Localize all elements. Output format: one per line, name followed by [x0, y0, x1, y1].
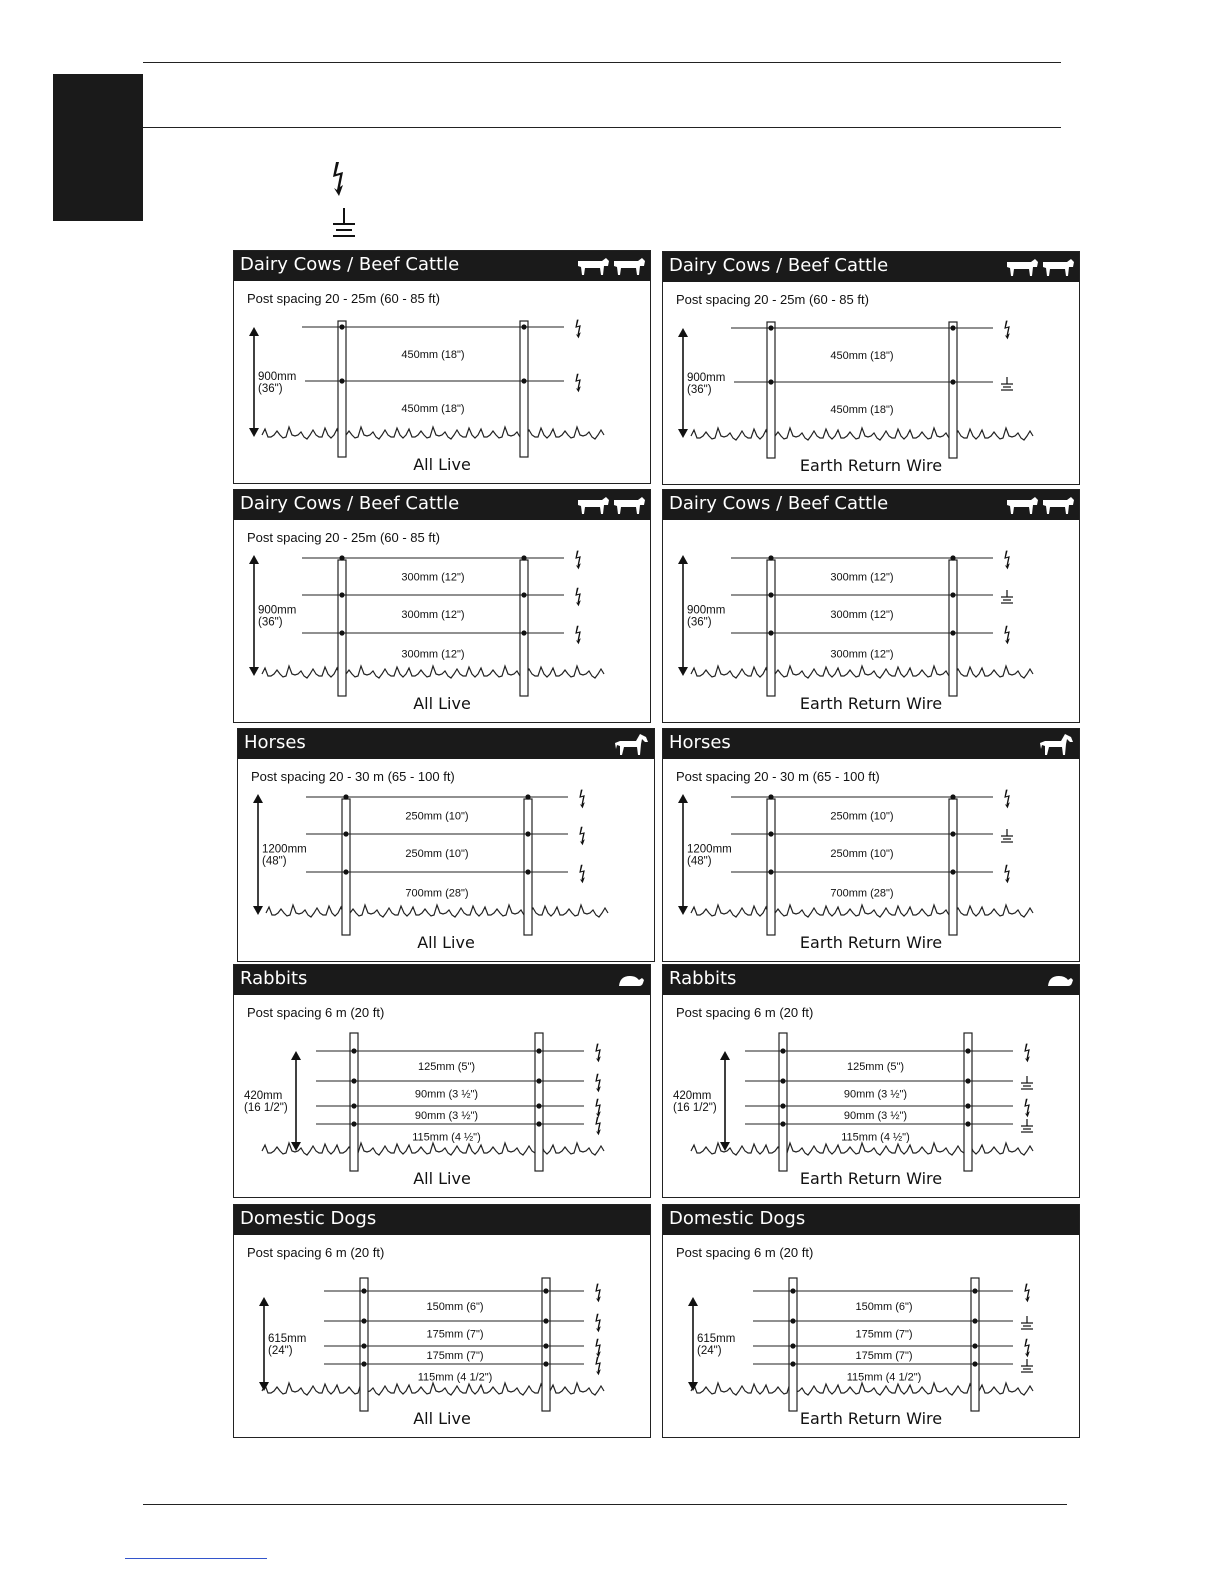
fence-diagram — [234, 995, 650, 1197]
wire-gap-label: 250mm (10") — [405, 810, 469, 823]
ground-line — [262, 1383, 604, 1395]
lightning-bolt-icon — [595, 1357, 601, 1376]
fence-panel — [662, 1204, 1080, 1438]
lightning-bolt-icon — [328, 160, 350, 198]
panel-header — [663, 1205, 1079, 1235]
wire-insulator — [536, 1103, 541, 1108]
wire-gap-label: 700mm (28") — [405, 887, 469, 900]
height-label-imperial: (48") — [262, 855, 287, 868]
height-label-imperial: (36") — [258, 616, 283, 629]
wire-gap-label: 90mm (3 ½") — [843, 1088, 908, 1101]
wire-insulator — [950, 630, 955, 635]
configuration-caption: Earth Return Wire — [799, 933, 943, 952]
wire-insulator — [543, 1343, 548, 1348]
lightning-bolt-icon — [595, 1099, 601, 1118]
wire-gap-label: 300mm (12") — [401, 648, 465, 661]
wire-gap-label: 175mm (7") — [426, 1328, 484, 1341]
fence-diagram — [234, 520, 650, 722]
post-spacing-label: Post spacing 6 m (20 ft) — [247, 1245, 385, 1260]
height-label: 1200mm — [262, 843, 307, 856]
wire-gap-label: 300mm (12") — [401, 571, 465, 584]
earth-ground-icon — [1021, 1316, 1033, 1329]
panel-title: Dairy Cows / Beef Cattle — [240, 493, 460, 514]
wire-insulator — [521, 378, 526, 383]
ground-line — [691, 1383, 1033, 1395]
height-label-imperial: (36") — [687, 384, 712, 396]
earth-ground-icon — [1001, 590, 1013, 603]
wire-insulator — [972, 1343, 977, 1348]
wire-insulator — [972, 1361, 977, 1366]
panel-header — [663, 965, 1079, 995]
wire-gap-label: 125mm (5") — [846, 1061, 905, 1073]
configuration-caption: Earth Return Wire — [799, 1409, 943, 1428]
arrow-head-down — [253, 906, 263, 915]
lightning-bolt-icon — [595, 1117, 601, 1136]
wire-insulator — [965, 1103, 970, 1108]
fence-post — [767, 799, 775, 935]
wire-insulator — [950, 379, 955, 384]
configuration-caption: All Live — [413, 1409, 471, 1428]
height-label-imperial: (24") — [268, 1345, 293, 1357]
wire-gap-label: 150mm (6") — [855, 1301, 913, 1313]
wire-insulator — [768, 592, 773, 597]
cattle-icon — [1005, 494, 1075, 516]
wire-insulator — [950, 592, 955, 597]
section-tab — [53, 74, 143, 221]
footer-link-underline — [125, 1558, 267, 1559]
arrow-head-up — [688, 1297, 698, 1306]
wire-gap-label: 115mm (4 ½") — [841, 1131, 910, 1144]
panel-title: Rabbits — [240, 968, 308, 989]
wire-insulator — [768, 794, 773, 799]
post-spacing-label: Post spacing 20 - 25m (60 - 85 ft) — [676, 292, 869, 307]
wire-insulator — [780, 1048, 785, 1053]
arrow-head-up — [720, 1051, 730, 1060]
fence-post — [342, 799, 350, 935]
fence-post — [520, 560, 528, 696]
arrow-head-down — [249, 428, 259, 437]
panel-title: Domestic Dogs — [669, 1208, 806, 1229]
arrow-head-up — [259, 1297, 269, 1306]
wire-gap-label: 115mm (4 1/2") — [417, 1371, 493, 1384]
wire-gap-label: 300mm (12") — [830, 571, 894, 584]
lightning-bolt-icon — [1024, 1339, 1030, 1358]
ground-line — [691, 428, 1033, 440]
lightning-bolt-icon — [1004, 321, 1010, 340]
fence-panel — [233, 489, 651, 723]
wire-insulator — [361, 1288, 366, 1293]
height-label-imperial: (16 1/2") — [244, 1102, 288, 1114]
configuration-caption: Earth Return Wire — [799, 1169, 943, 1188]
arrow-head-up — [249, 555, 259, 564]
wire-gap-label: 450mm (18") — [401, 349, 465, 361]
panel-header — [234, 251, 650, 281]
height-label-imperial: (16 1/2") — [673, 1102, 717, 1114]
lightning-bolt-icon — [579, 790, 585, 809]
wire-insulator — [339, 555, 344, 560]
wire-insulator — [790, 1318, 795, 1323]
wire-insulator — [525, 794, 530, 799]
animal-icons — [1005, 494, 1075, 516]
fence-post — [520, 321, 528, 457]
cattle-icon — [576, 255, 646, 277]
wire-gap-label: 115mm (4 1/2") — [846, 1371, 922, 1384]
height-label: 900mm — [258, 371, 297, 383]
panel-header — [234, 490, 650, 520]
horse-icon — [1039, 733, 1075, 757]
fence-post — [949, 560, 957, 696]
height-label-imperial: (36") — [258, 383, 283, 395]
fence-diagram — [663, 1235, 1079, 1437]
wire-insulator — [339, 324, 344, 329]
ground-line — [691, 905, 1033, 917]
fence-post — [779, 1033, 787, 1171]
wire-insulator — [780, 1078, 785, 1083]
fence-diagram — [663, 520, 1079, 722]
fence-post — [767, 322, 775, 458]
wire-insulator — [768, 831, 773, 836]
animal-icons — [576, 494, 646, 516]
wire-insulator — [543, 1288, 548, 1293]
height-label: 900mm — [258, 604, 297, 617]
post-spacing-label: Post spacing 20 - 25m (60 - 85 ft) — [247, 530, 440, 545]
post-spacing-label: Post spacing 6 m (20 ft) — [676, 1245, 814, 1260]
wire-gap-label: 450mm (18") — [830, 404, 894, 416]
footer-rule — [143, 1504, 1067, 1505]
wire-insulator — [768, 325, 773, 330]
lightning-bolt-icon — [595, 1339, 601, 1358]
animal-icons — [614, 733, 650, 755]
arrow-head-down — [259, 1382, 269, 1391]
arrow-head-down — [688, 1382, 698, 1391]
lightning-bolt-icon — [575, 374, 581, 393]
fence-post — [524, 799, 532, 935]
wire-insulator — [339, 378, 344, 383]
arrow-head-down — [678, 906, 688, 915]
wire-insulator — [351, 1103, 356, 1108]
lightning-bolt-icon — [595, 1074, 601, 1093]
lightning-bolt-icon — [575, 320, 581, 339]
fence-panel — [233, 250, 651, 484]
wire-gap-label: 175mm (7") — [855, 1328, 913, 1341]
wire-insulator — [950, 325, 955, 330]
wire-gap-label: 175mm (7") — [426, 1350, 484, 1362]
panel-title: Dairy Cows / Beef Cattle — [240, 254, 460, 275]
ground-line — [262, 427, 604, 439]
wire-insulator — [343, 869, 348, 874]
cattle-icon — [1005, 256, 1075, 278]
wire-gap-label: 700mm (28") — [830, 887, 894, 900]
wire-insulator — [972, 1288, 977, 1293]
animal-icons — [1045, 969, 1075, 991]
wire-insulator — [536, 1048, 541, 1053]
wire-insulator — [543, 1361, 548, 1366]
fence-diagram — [238, 759, 654, 961]
wire-gap-label: 250mm (10") — [405, 848, 469, 860]
wire-gap-label: 90mm (3 ½") — [414, 1088, 479, 1101]
ground-line — [266, 905, 608, 917]
wire-insulator — [790, 1288, 795, 1293]
wire-insulator — [351, 1121, 356, 1126]
wire-gap-label: 450mm (18") — [401, 403, 465, 415]
fence-post — [350, 1033, 358, 1171]
panel-title: Domestic Dogs — [240, 1208, 377, 1229]
panel-title: Dairy Cows / Beef Cattle — [669, 255, 889, 276]
fence-post — [767, 560, 775, 696]
wire-insulator — [768, 379, 773, 384]
height-label: 900mm — [687, 604, 726, 617]
height-label: 615mm — [697, 1333, 736, 1345]
ground-line — [262, 1143, 604, 1155]
wire-gap-label: 300mm (12") — [830, 648, 894, 661]
lightning-bolt-icon — [595, 1044, 601, 1063]
wire-insulator — [790, 1361, 795, 1366]
wire-insulator — [521, 592, 526, 597]
wire-insulator — [339, 630, 344, 635]
earth-ground-icon — [1021, 1119, 1033, 1132]
panel-title: Dairy Cows / Beef Cattle — [669, 493, 889, 514]
post-spacing-label: Post spacing 20 - 30 m (65 - 100 ft) — [251, 769, 455, 784]
wire-insulator — [790, 1343, 795, 1348]
panel-header — [234, 965, 650, 995]
height-label: 420mm — [244, 1090, 283, 1102]
fence-panel — [237, 728, 655, 962]
arrow-head-up — [249, 327, 259, 336]
wire-insulator — [536, 1121, 541, 1126]
lightning-bolt-icon — [579, 827, 585, 846]
wire-insulator — [351, 1078, 356, 1083]
wire-insulator — [965, 1121, 970, 1126]
wire-insulator — [768, 869, 773, 874]
arrow-head-up — [291, 1051, 301, 1060]
wire-insulator — [950, 794, 955, 799]
wire-insulator — [361, 1361, 366, 1366]
wire-gap-label: 175mm (7") — [855, 1350, 913, 1362]
panel-title: Rabbits — [669, 968, 737, 989]
wire-insulator — [361, 1318, 366, 1323]
wire-insulator — [768, 555, 773, 560]
animal-icons — [1039, 733, 1075, 755]
top-rule — [143, 62, 1061, 63]
wire-gap-label: 300mm (12") — [401, 609, 465, 621]
wire-insulator — [525, 869, 530, 874]
configuration-caption: All Live — [413, 1169, 471, 1188]
wire-insulator — [950, 869, 955, 874]
arrow-head-down — [249, 667, 259, 676]
wire-insulator — [525, 831, 530, 836]
height-label: 615mm — [268, 1333, 307, 1345]
panel-header — [238, 729, 654, 759]
fence-diagram — [234, 1235, 650, 1437]
arrow-head-up — [678, 555, 688, 564]
lightning-bolt-icon — [595, 1314, 601, 1333]
lightning-bolt-icon — [1004, 865, 1010, 884]
panel-header — [663, 490, 1079, 520]
height-label: 1200mm — [687, 843, 732, 856]
wire-insulator — [972, 1318, 977, 1323]
arrow-head-up — [253, 794, 263, 803]
wire-insulator — [339, 592, 344, 597]
configuration-caption: All Live — [417, 933, 475, 952]
animal-icons — [1005, 256, 1075, 278]
wire-insulator — [965, 1078, 970, 1083]
lightning-bolt-icon — [1024, 1099, 1030, 1118]
arrow-head-down — [678, 429, 688, 438]
wire-gap-label: 90mm (3 ½") — [843, 1110, 908, 1122]
fence-diagram — [234, 281, 650, 483]
lightning-bolt-icon — [1004, 790, 1010, 809]
height-label: 420mm — [673, 1090, 712, 1102]
header-rule — [143, 127, 1061, 128]
post-spacing-label: Post spacing 20 - 25m (60 - 85 ft) — [247, 291, 440, 306]
ground-line — [691, 1143, 1033, 1155]
height-label: 900mm — [687, 372, 726, 384]
wire-gap-label: 250mm (10") — [830, 810, 894, 823]
post-spacing-label: Post spacing 6 m (20 ft) — [676, 1005, 814, 1020]
lightning-bolt-icon — [575, 588, 581, 607]
wire-insulator — [780, 1121, 785, 1126]
fence-post — [949, 322, 957, 458]
fence-panel — [662, 728, 1080, 962]
configuration-caption: Earth Return Wire — [799, 456, 943, 475]
fence-panel — [662, 964, 1080, 1198]
wire-gap-label: 450mm (18") — [830, 350, 894, 362]
earth-ground-icon — [1001, 829, 1013, 842]
arrow-head-up — [678, 328, 688, 337]
wire-insulator — [351, 1048, 356, 1053]
panel-header — [234, 1205, 650, 1235]
wire-insulator — [768, 630, 773, 635]
fence-post — [535, 1033, 543, 1171]
lightning-bolt-icon — [1004, 551, 1010, 570]
earth-ground-icon — [1021, 1359, 1033, 1372]
lightning-bolt-icon — [1004, 626, 1010, 645]
fence-panel — [233, 964, 651, 1198]
post-spacing-label: Post spacing 6 m (20 ft) — [247, 1005, 385, 1020]
fence-diagram — [663, 759, 1079, 961]
ground-line — [691, 666, 1033, 678]
fence-post — [338, 321, 346, 457]
rabbit-icon — [1045, 969, 1075, 989]
lightning-bolt-icon — [1024, 1284, 1030, 1303]
wire-insulator — [950, 555, 955, 560]
wire-insulator — [780, 1103, 785, 1108]
wire-insulator — [965, 1048, 970, 1053]
wire-insulator — [343, 794, 348, 799]
lightning-bolt-icon — [579, 865, 585, 884]
ground-line — [262, 666, 604, 678]
cattle-icon — [576, 494, 646, 516]
panel-header — [663, 252, 1079, 282]
arrow-head-down — [678, 667, 688, 676]
fence-panel — [233, 1204, 651, 1438]
wire-gap-label: 250mm (10") — [830, 848, 894, 860]
animal-icons — [576, 255, 646, 277]
earth-ground-icon — [330, 206, 358, 242]
wire-insulator — [521, 630, 526, 635]
wire-insulator — [536, 1078, 541, 1083]
post-spacing-label: Post spacing 20 - 30 m (65 - 100 ft) — [676, 769, 880, 784]
height-label-imperial: (24") — [697, 1345, 722, 1357]
wire-gap-label: 125mm (5") — [417, 1061, 476, 1073]
wire-insulator — [950, 831, 955, 836]
wire-insulator — [543, 1318, 548, 1323]
panel-title: Horses — [669, 732, 731, 753]
panel-title: Horses — [244, 732, 306, 753]
wire-insulator — [521, 324, 526, 329]
fence-post — [338, 560, 346, 696]
configuration-caption: All Live — [413, 455, 471, 474]
fence-diagram — [663, 282, 1079, 484]
wire-insulator — [343, 831, 348, 836]
height-label-imperial: (36") — [687, 616, 712, 629]
wire-gap-label: 300mm (12") — [830, 609, 894, 621]
lightning-bolt-icon — [575, 551, 581, 570]
fence-panel — [662, 489, 1080, 723]
wire-gap-label: 115mm (4 ½") — [412, 1131, 481, 1144]
fence-panel — [662, 251, 1080, 485]
wire-insulator — [361, 1343, 366, 1348]
lightning-bolt-icon — [575, 626, 581, 645]
earth-ground-icon — [1001, 377, 1013, 390]
arrow-head-up — [678, 794, 688, 803]
height-label-imperial: (48") — [687, 855, 712, 868]
rabbit-icon — [616, 969, 646, 989]
earth-ground-icon — [1021, 1076, 1033, 1089]
horse-icon — [614, 733, 650, 757]
lightning-bolt-icon — [1024, 1044, 1030, 1063]
lightning-bolt-icon — [595, 1284, 601, 1303]
wire-insulator — [521, 555, 526, 560]
wire-gap-label: 90mm (3 ½") — [414, 1110, 479, 1122]
configuration-caption: Earth Return Wire — [799, 694, 943, 713]
fence-post — [964, 1033, 972, 1171]
wire-gap-label: 150mm (6") — [426, 1301, 484, 1313]
panel-header — [663, 729, 1079, 759]
animal-icons — [616, 969, 646, 991]
configuration-caption: All Live — [413, 694, 471, 713]
fence-diagram — [663, 995, 1079, 1197]
fence-post — [949, 799, 957, 935]
